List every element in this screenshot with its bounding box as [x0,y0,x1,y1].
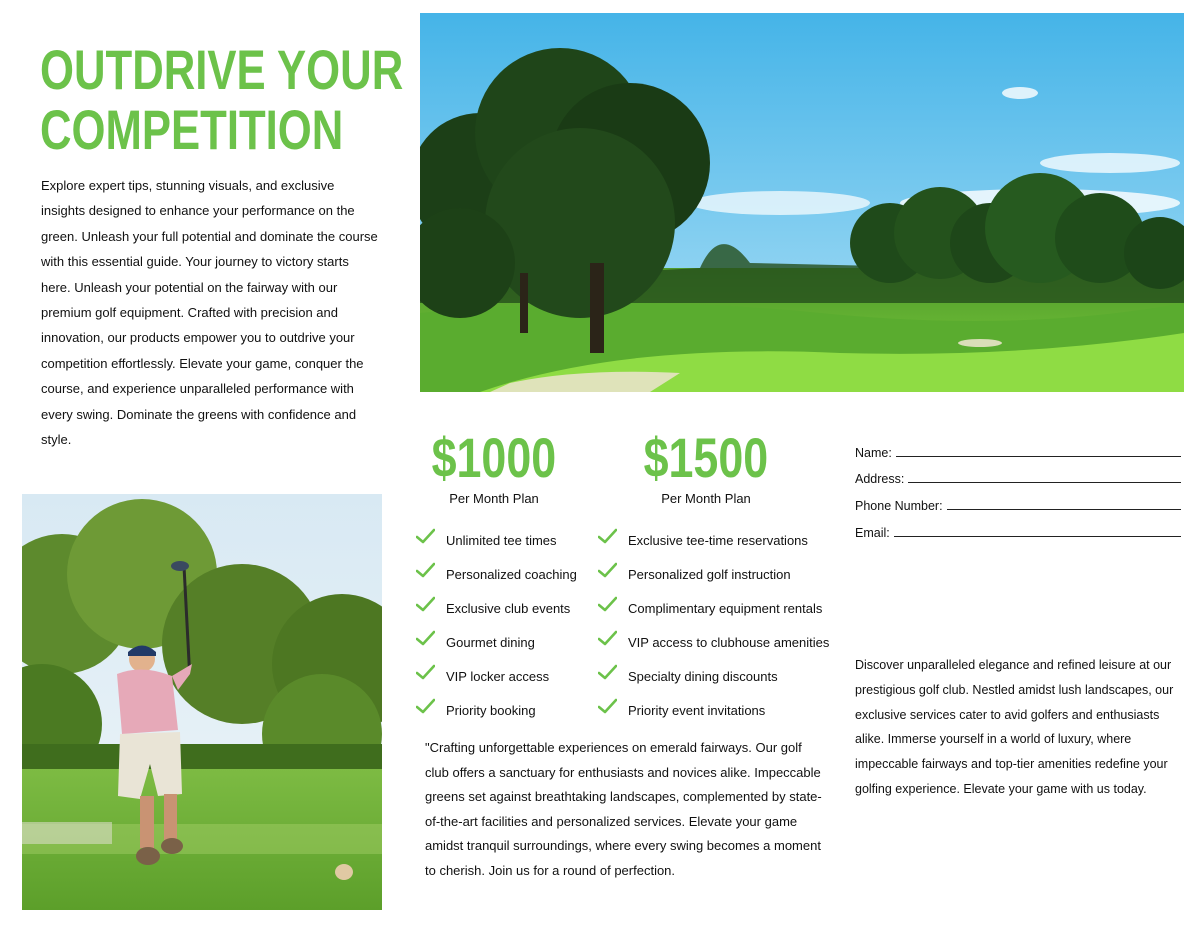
list-item [598,664,829,698]
plan-1-feature-list [416,528,577,732]
address-input-line[interactable] [908,482,1181,483]
email-label: Email: [855,525,890,540]
email-field[interactable] [855,513,1181,540]
check-icon [416,698,435,714]
check-icon [598,562,617,578]
name-label: Name: [855,445,892,460]
headline-line-2: COMPETITION [40,98,344,161]
golfer-photo [22,494,382,910]
check-icon [416,664,435,680]
feature-label: VIP locker access [446,669,550,684]
club-description: Discover unparalleled elegance and refined leisure at our prestigious golf club. Nestled amidst lush landscapes, our exclusive services cater to avid golfers and enthusiasts alike. Immerse yourself in a world of luxury, where impeccable fairways and top-tier amenities redefine your golfing experience. Elevate your game with us today. [855,658,1174,796]
list-item [598,596,829,630]
feature-label: Gourmet dining [446,635,535,650]
plan-2-feature-list [598,528,829,732]
list-item [416,528,577,562]
plan-2-price [626,425,786,508]
check-icon [416,528,435,544]
feature-label: Specialty dining discounts [628,669,778,684]
plan-2-amount: $1500 [643,426,769,489]
intro-paragraph: Explore expert tips, stunning visuals, and exclusive insights designed to enhance your performance on the green. Unleash your full potential and dominate the course with this essential guide. Your journey to victory starts here. Unleash your potential on the fairway with our premium golf equipment. Crafted with precision and innovation, our products empower you to outdrive your competition effortlessly. Elevate your game, conquer the course, and experience unparalleled performance with every swing. Dominate the greens with confidence and style. [41,178,378,448]
feature-label: Priority event invitations [628,703,766,718]
feature-label: Personalized golf instruction [628,567,791,582]
list-item [598,562,829,596]
list-item [598,630,829,664]
golf-course-photo [420,13,1184,392]
feature-label: VIP access to clubhouse amenities [628,635,830,650]
check-icon [598,664,617,680]
check-icon [598,596,617,612]
plan-1-price [414,425,574,508]
check-icon [416,630,435,646]
list-item [416,562,577,596]
check-icon [598,698,617,714]
headline [40,38,404,161]
list-item [598,698,829,732]
list-item [416,698,577,732]
name-field[interactable] [855,433,1181,460]
plan-1-label: Per Month Plan [449,491,539,506]
list-item [598,528,829,562]
feature-label: Exclusive tee-time reservations [628,533,808,548]
feature-label: Personalized coaching [446,567,577,582]
feature-label: Exclusive club events [446,601,571,616]
phone-label: Phone Number: [855,499,943,514]
address-label: Address: [855,472,905,487]
phone-input-line[interactable] [947,509,1181,510]
check-icon [416,596,435,612]
testimonial-quote: "Crafting unforgettable experiences on emerald fairways. Our golf club offers a sanctuary for enthusiasts and novices alike. Impeccable greens set against breathtaking landscapes, complemented by state-of-the-art facilities and personalized services. Elevate your game amidst tranquil surroundings, where every swing becomes a moment to cherish. Join us for a round of perfection. [425,740,822,878]
plan-2-label: Per Month Plan [661,491,751,506]
check-icon [416,562,435,578]
list-item [416,630,577,664]
plan-1-amount: $1000 [431,426,557,489]
contact-form [855,433,1181,540]
feature-label: Priority booking [446,703,536,718]
feature-label: Complimentary equipment rentals [628,601,823,616]
name-input-line[interactable] [896,456,1181,457]
list-item [416,596,577,630]
phone-field[interactable] [855,486,1181,513]
check-icon [598,630,617,646]
check-icon [598,528,617,544]
email-input-line[interactable] [894,536,1181,537]
headline-line-1: OUTDRIVE YOUR [40,38,404,101]
list-item [416,664,577,698]
feature-label: Unlimited tee times [446,533,557,548]
address-field[interactable] [855,460,1181,487]
